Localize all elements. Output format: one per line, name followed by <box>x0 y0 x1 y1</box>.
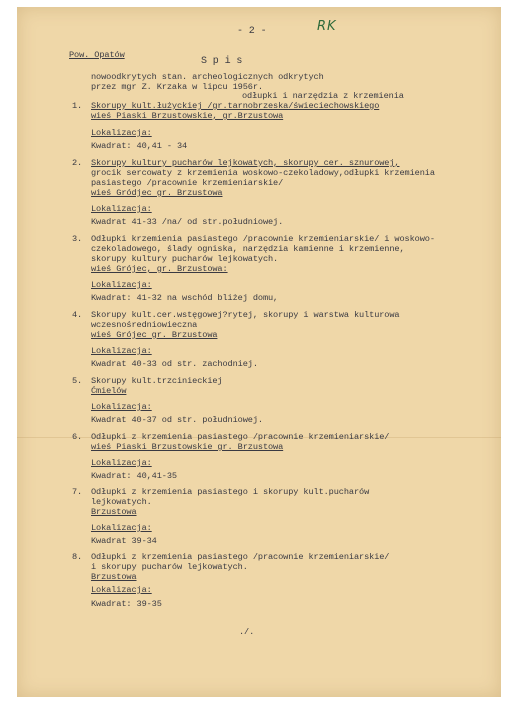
item-3-localization-label: Lokalizacja: <box>91 280 152 290</box>
item-7-localization-label: Lokalizacja: <box>91 523 152 533</box>
item-4-line-3: wieś Grójec gr. Brzustowa <box>91 330 218 340</box>
district-heading: Pow. Opatów <box>69 50 125 60</box>
handwritten-mark: RK <box>317 19 337 34</box>
page-number: - 2 - <box>237 26 267 37</box>
item-8-localization-label: Lokalizacja: <box>91 585 152 595</box>
item-6-number: 6. <box>72 432 83 442</box>
item-5-line-2: Ćmielów <box>91 386 127 396</box>
item-4-square: Kwadrat 40-33 od str. zachodniej. <box>91 359 258 369</box>
item-7-number: 7. <box>72 487 83 497</box>
document-title: S p i s <box>201 56 243 67</box>
item-1-localization-label: Lokalizacja: <box>91 128 152 138</box>
document-page <box>17 7 501 697</box>
item-5-localization-label: Lokalizacja: <box>91 402 152 412</box>
item-2-number: 2. <box>72 158 83 168</box>
item-1-number: 1. <box>72 101 83 111</box>
item-2-line-3: pasiastego /pracownie krzemieniarskie/ <box>91 178 284 188</box>
item-3-number: 3. <box>72 234 83 244</box>
subtitle-line-2: przez mgr Z. Krzaka w lipcu 1956r. <box>91 82 263 92</box>
item-6-square: Kwadrat: 40,41-35 <box>91 471 177 481</box>
item-6-line-2: wieś Piaski Brzustowskie gr. Brzustowa <box>91 442 284 452</box>
item-6-line-1: Odłupki z krzemienia pasiastego /pracownie krzemieniarskie/ <box>91 432 390 442</box>
end-mark: ./. <box>239 627 255 637</box>
subtitle-line-1: nowoodkrytych stan. archeologicznych odkrytych <box>91 72 324 82</box>
item-1-line-1: odłupki i narzędzia z krzemienia <box>242 91 404 101</box>
item-4-number: 4. <box>72 310 83 320</box>
item-3-square: Kwadrat: 41-32 na wschód bliżej domu, <box>91 293 279 303</box>
item-2-square: Kwadrat 41-33 /na/ od str.południowej. <box>91 217 284 227</box>
item-5-line-1: Skorupy kult.trzcinieckiej <box>91 376 223 386</box>
item-7-line-3: Brzustowa <box>91 507 137 517</box>
item-8-line-2: i skorupy pucharów lejkowatych. <box>91 562 248 572</box>
item-3-line-3: skorupy kultury pucharów lejkowatych. <box>91 254 279 264</box>
item-2-line-4: wieś Gródjec gr. Brzustowa <box>91 188 223 198</box>
item-3-line-1: Odłupki krzemienia pasiastego /pracownie krzemieniarskie/ i woskowo- <box>91 234 435 244</box>
item-5-square: Kwadrat 40-37 od str. południowej. <box>91 415 263 425</box>
item-2-line-2: grocik sercowaty z krzemienia woskowo-czekoladowy,odłupki krzemienia <box>91 168 435 178</box>
item-7-square: Kwadrat 39-34 <box>91 536 157 546</box>
item-1-square: Kwadrat: 40,41 - 34 <box>91 141 188 151</box>
item-8-line-3: Brzustowa <box>91 572 137 582</box>
item-8-line-1: Odłupki z krzemienia pasiastego /pracownie krzemieniarskie/ <box>91 552 390 562</box>
item-3-line-4: wieś Grójec, gr. Brzustowa: <box>91 264 228 274</box>
item-5-number: 5. <box>72 376 83 386</box>
item-4-line-1: Skorupy kult.cer.wstęgowej?rytej, skorupy i warstwa kulturowa <box>91 310 400 320</box>
item-4-line-2: wczesnośredniowieczna <box>91 320 198 330</box>
item-4-localization-label: Lokalizacja: <box>91 346 152 356</box>
item-1-line-3: wieś Piaski Brzustowskie, gr.Brzustowa <box>91 111 284 121</box>
item-7-line-1: Odłupki z krzemienia pasiastego i skorupy kult.pucharów <box>91 487 370 497</box>
item-3-line-2: czekoladowego, ślady ogniska, narzędzia kamienne i krzemienne, <box>91 244 405 254</box>
item-2-line-1: Skorupy kultury pucharów lejkowatych, skorupy cer. sznurowej, <box>91 158 400 168</box>
item-6-localization-label: Lokalizacja: <box>91 458 152 468</box>
item-8-number: 8. <box>72 552 83 562</box>
item-7-line-2: lejkowatych. <box>91 497 152 507</box>
item-1-line-2: Skorupy kult.łużyckiej /gr.tarnobrzeska/świeciechowskiego <box>91 101 380 111</box>
item-8-square: Kwadrat: 39-35 <box>91 599 162 609</box>
item-2-localization-label: Lokalizacja: <box>91 204 152 214</box>
